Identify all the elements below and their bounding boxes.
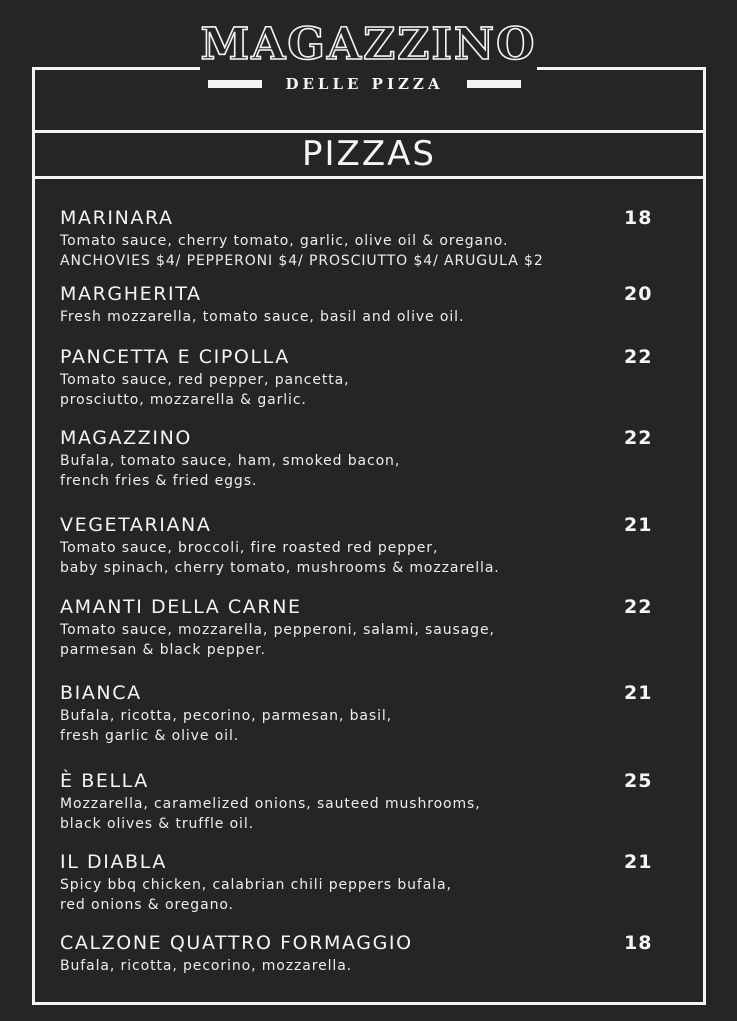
item-name: AMANTI DELLA CARNE	[60, 596, 302, 618]
item-price: 22	[624, 596, 653, 618]
logo-title: MAGAZZINO	[200, 19, 537, 70]
description-line: Fresh mozzarella, tomato sauce, basil and olive oil.	[60, 309, 465, 325]
item-description	[60, 370, 660, 410]
description-line: baby spinach, cherry tomato, mushrooms & mozzarella.	[60, 560, 500, 576]
logo-bar-left	[208, 80, 262, 88]
description-line: ANCHOVIES $4/ PEPPERONI $4/ PROSCIUTTO $4/ ARUGULA $2	[60, 253, 544, 269]
menu-item	[60, 596, 660, 660]
description-line: Bufala, ricotta, pecorino, parmesan, basil,	[60, 708, 393, 724]
menu-item	[60, 932, 660, 976]
item-name: PANCETTA E CIPOLLA	[60, 346, 290, 368]
menu-item	[60, 514, 660, 578]
item-description	[60, 956, 660, 976]
description-line: fresh garlic & olive oil.	[60, 728, 240, 744]
item-price: 21	[624, 851, 653, 873]
item-price: 21	[624, 514, 653, 536]
section-header	[32, 130, 706, 179]
item-description	[60, 451, 660, 491]
description-line: parmesan & black pepper.	[60, 642, 266, 658]
description-line: Mozzarella, caramelized onions, sauteed mushrooms,	[60, 796, 481, 812]
item-description	[60, 794, 660, 834]
item-name: VEGETARIANA	[60, 514, 212, 536]
item-price: 21	[624, 682, 653, 704]
menu-item	[60, 283, 660, 327]
section-title: PIZZAS	[302, 134, 436, 174]
item-description	[60, 620, 660, 660]
description-line: Tomato sauce, mozzarella, pepperoni, salami, sausage,	[60, 622, 495, 638]
item-price: 18	[624, 207, 653, 229]
item-name: BIANCA	[60, 682, 142, 704]
item-description	[60, 307, 660, 327]
item-name: MAGAZZINO	[60, 427, 192, 449]
item-price: 22	[624, 427, 653, 449]
item-description	[60, 706, 660, 746]
menu-item	[60, 346, 660, 410]
description-line: Spicy bbq chicken, calabrian chili peppers bufala,	[60, 877, 452, 893]
menu-item	[60, 682, 660, 746]
item-price: 18	[624, 932, 653, 954]
item-price: 20	[624, 283, 653, 305]
description-line: Tomato sauce, broccoli, fire roasted red pepper,	[60, 540, 439, 556]
menu-item	[60, 207, 660, 271]
description-line: red onions & oregano.	[60, 897, 234, 913]
item-price: 22	[624, 346, 653, 368]
item-name: È BELLA	[60, 770, 149, 792]
item-name: MARINARA	[60, 207, 174, 229]
item-name: MARGHERITA	[60, 283, 202, 305]
description-line: Tomato sauce, cherry tomato, garlic, olive oil & oregano.	[60, 233, 509, 249]
item-name: IL DIABLA	[60, 851, 167, 873]
description-line: Tomato sauce, red pepper, pancetta,	[60, 372, 350, 388]
menu-item	[60, 851, 660, 915]
item-price: 25	[624, 770, 653, 792]
description-line: Bufala, tomato sauce, ham, smoked bacon,	[60, 453, 401, 469]
description-line: prosciutto, mozzarella & garlic.	[60, 392, 307, 408]
item-description	[60, 875, 660, 915]
item-name: CALZONE QUATTRO FORMAGGIO	[60, 932, 413, 954]
description-line: Bufala, ricotta, pecorino, mozzarella.	[60, 958, 353, 974]
menu-item	[60, 770, 660, 834]
description-line: black olives & truffle oil.	[60, 816, 254, 832]
logo-subtitle-row	[206, 74, 523, 94]
item-description	[60, 538, 660, 578]
menu-item	[60, 427, 660, 491]
item-description	[60, 231, 660, 271]
description-line: french fries & fried eggs.	[60, 473, 258, 489]
restaurant-logo	[0, 16, 737, 96]
logo-bar-right	[467, 80, 521, 88]
logo-subtitle: DELLE PIZZA	[285, 75, 444, 93]
